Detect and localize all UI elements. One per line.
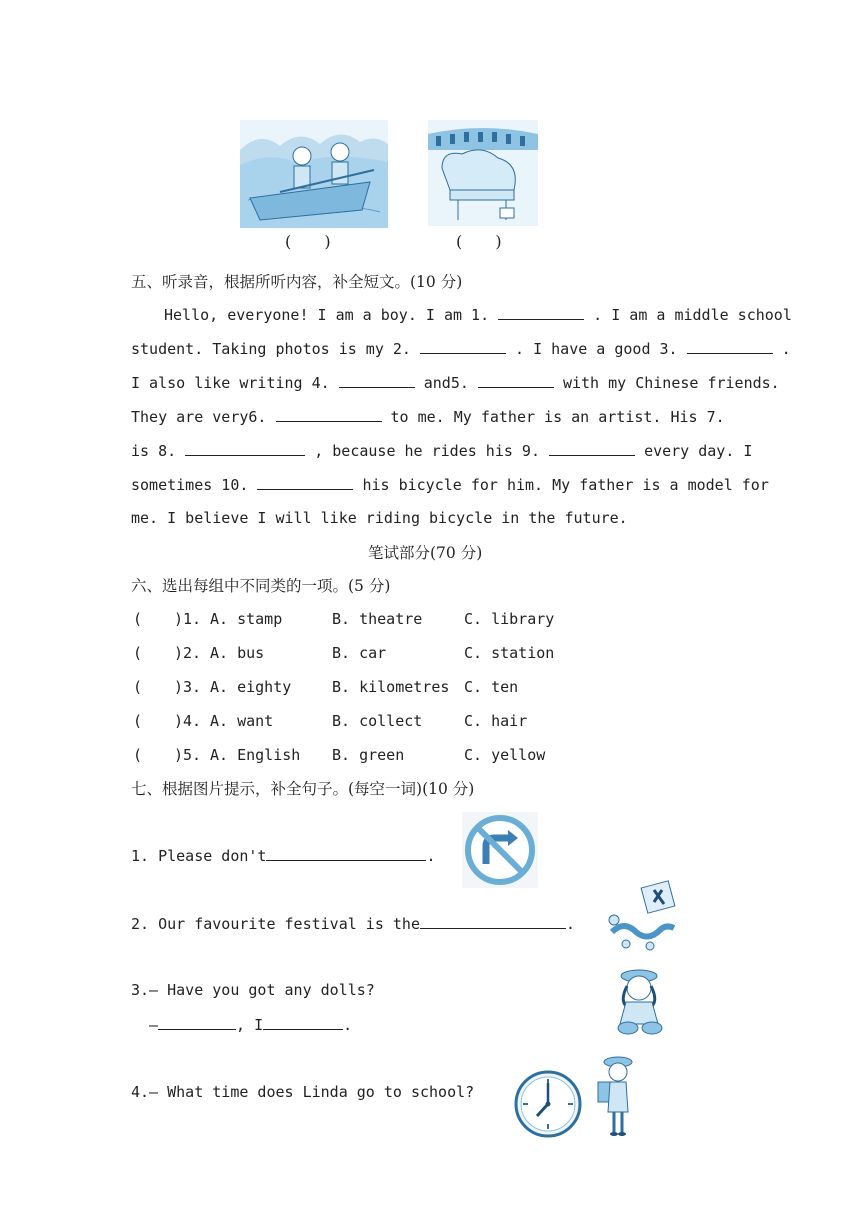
- passage-line-2: [131, 339, 791, 358]
- option-c: C. yellow: [464, 746, 546, 764]
- option-c: C. ten: [464, 678, 519, 696]
- blank-4[interactable]: [339, 373, 415, 388]
- option-a: A. English: [210, 746, 301, 764]
- dragon-boat-festival-icon: [604, 880, 684, 956]
- choice-num: )2.: [174, 644, 202, 662]
- answer-paren[interactable]: (: [133, 678, 143, 696]
- blank-3[interactable]: [687, 339, 773, 354]
- answer-blank-q3b[interactable]: [263, 1015, 343, 1030]
- answer-blank-q1[interactable]: [266, 846, 426, 861]
- passage-text: student. Taking photos is my 2.: [131, 340, 411, 358]
- passage-text: sometimes 10.: [131, 476, 249, 494]
- answer-blank-q2[interactable]: [420, 914, 566, 929]
- clock-icon: [514, 1070, 582, 1138]
- option-a: A. stamp: [210, 610, 283, 628]
- passage-text: to me. My father is an artist. His 7.: [390, 408, 725, 426]
- piano-picture: [428, 120, 538, 226]
- dash: —: [149, 1016, 159, 1034]
- option-a: A. eighty: [210, 678, 292, 696]
- period: .: [426, 847, 436, 865]
- option-b: B. green: [332, 746, 405, 764]
- option-b: B. kilometres: [332, 678, 450, 696]
- passage-line-1: [164, 305, 792, 324]
- question-text: 2. Our favourite festival is the: [131, 915, 420, 933]
- passage-line-7: me. I believe I will like riding bicycle in the future.: [131, 509, 628, 527]
- choice-num: )1.: [174, 610, 202, 628]
- question-3-answer: [149, 1015, 352, 1034]
- answer-paren[interactable]: (: [133, 746, 143, 764]
- passage-line-5: [131, 441, 752, 460]
- option-b: B. collect: [332, 712, 423, 730]
- question-4: 4.— What time does Linda go to school?: [131, 1083, 475, 1101]
- passage-text: with my Chinese friends.: [562, 374, 780, 392]
- choice-row-3: [133, 678, 142, 696]
- choice-row-2: [133, 644, 142, 662]
- option-a: A. want: [210, 712, 274, 730]
- option-c: C. station: [464, 644, 555, 662]
- blank-8[interactable]: [185, 441, 305, 456]
- answer-paren[interactable]: (: [133, 644, 143, 662]
- written-part-title: 笔试部分(70 分): [368, 544, 483, 562]
- question-text: 1. Please don't: [131, 847, 267, 865]
- blank-5[interactable]: [478, 373, 554, 388]
- section7-heading: 七、根据图片提示，补全句子。(每空一词)(10 分): [131, 780, 475, 798]
- passage-text: . I have a good 3.: [515, 340, 678, 358]
- choice-row-4: [133, 712, 142, 730]
- blank-6[interactable]: [276, 407, 382, 422]
- blank-10[interactable]: [257, 475, 353, 490]
- choice-row-5: [133, 746, 142, 764]
- choice-row-1: [133, 610, 142, 628]
- answer-paren[interactable]: (: [133, 610, 143, 628]
- passage-text: I also like writing 4.: [131, 374, 330, 392]
- passage-text: . I am a middle school: [593, 306, 792, 324]
- passage-text: is 8.: [131, 442, 177, 460]
- passage-line-4: [131, 407, 725, 426]
- choice-num: )4.: [174, 712, 202, 730]
- no-turning-sign-icon: [462, 812, 538, 888]
- girl-with-backpack-icon: [594, 1054, 640, 1140]
- answer-paren-piano[interactable]: ( ): [456, 232, 516, 251]
- passage-line-3: [131, 373, 780, 392]
- option-c: C. hair: [464, 712, 528, 730]
- choice-num: )5.: [174, 746, 202, 764]
- question-1: [131, 846, 436, 865]
- section5-heading: 五、听录音，根据所听内容，补全短文。(10 分): [131, 273, 463, 291]
- blank-9[interactable]: [549, 441, 635, 456]
- answer-paren-boat[interactable]: ( ): [285, 232, 345, 251]
- blank-2[interactable]: [420, 339, 506, 354]
- option-c: C. library: [464, 610, 555, 628]
- passage-text: .: [781, 340, 791, 358]
- choice-num: )3.: [174, 678, 202, 696]
- question-3: 3.— Have you got any dolls?: [131, 981, 375, 999]
- girl-with-doll-icon: [608, 966, 670, 1038]
- option-b: B. theatre: [332, 610, 423, 628]
- answer-paren[interactable]: (: [133, 712, 143, 730]
- boat-picture: [240, 120, 388, 228]
- passage-text: every day. I: [644, 442, 753, 460]
- option-a: A. bus: [210, 644, 265, 662]
- answer-blank-q3a[interactable]: [158, 1015, 236, 1030]
- period: .: [565, 915, 576, 933]
- period: .: [343, 1016, 353, 1034]
- option-b: B. car: [332, 644, 387, 662]
- question-2: [131, 914, 575, 933]
- blank-1[interactable]: [498, 305, 584, 320]
- section6-heading: 六、选出每组中不同类的一项。(5 分): [131, 577, 391, 595]
- passage-line-6: [131, 475, 769, 494]
- passage-text: and5.: [423, 374, 469, 392]
- passage-text: Hello, everyone! I am a boy. I am 1.: [164, 306, 490, 324]
- comma-i: , I: [236, 1016, 264, 1034]
- passage-text: his bicycle for him. My father is a model for: [362, 476, 769, 494]
- passage-text: , because he rides his 9.: [314, 442, 540, 460]
- passage-text: They are very6.: [131, 408, 267, 426]
